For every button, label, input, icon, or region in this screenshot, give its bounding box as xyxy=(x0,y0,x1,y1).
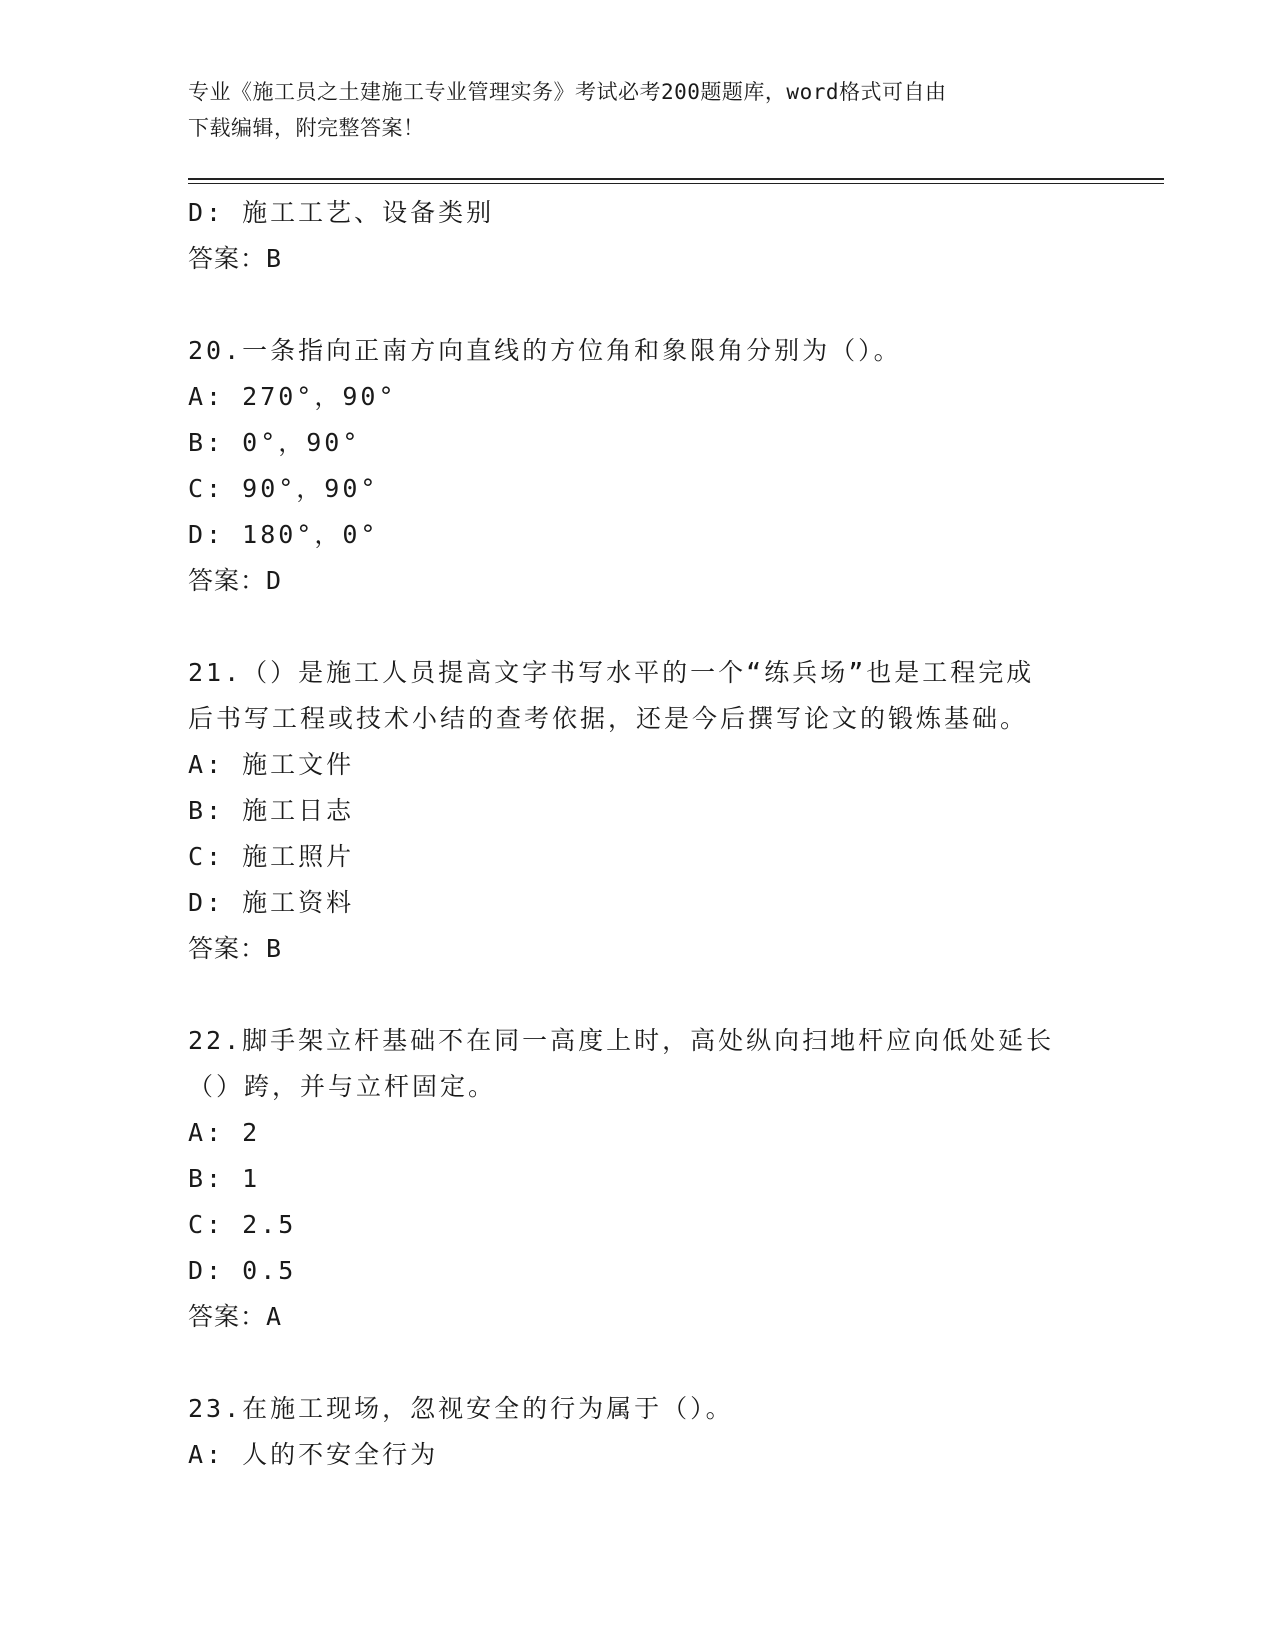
prev-answer: 答案：B xyxy=(188,244,283,273)
q22-option-d: D: 0.5 xyxy=(188,1256,297,1285)
q20-option-a: A: 270°，90° xyxy=(188,382,397,411)
q20-option-b: B: 0°，90° xyxy=(188,428,361,457)
q22-answer: 答案：A xyxy=(188,1302,283,1331)
q23-option-a: A: 人的不安全行为 xyxy=(188,1440,439,1469)
header-rule-thin xyxy=(188,183,1164,184)
question-content xyxy=(188,190,1088,1478)
q20-answer: 答案：D xyxy=(188,566,283,595)
q20-option-c: C: 90°，90° xyxy=(188,474,379,503)
spacer xyxy=(188,1340,1088,1386)
q21-option-d: D: 施工资料 xyxy=(188,888,355,917)
header-rule-thick xyxy=(188,178,1164,180)
q21-option-c: C: 施工照片 xyxy=(188,842,355,871)
q21-stem-line-1: 21.（）是施工人员提高文字书写水平的一个“练兵场”也是工程完成 xyxy=(188,658,1035,687)
q22-option-b: B: 1 xyxy=(188,1164,261,1193)
q21-answer: 答案：B xyxy=(188,934,283,963)
q20-stem: 20.一条指向正南方向直线的方位角和象限角分别为（）。 xyxy=(188,336,902,365)
q20-option-d: D: 180°，0° xyxy=(188,520,379,549)
q22-option-a: A: 2 xyxy=(188,1118,261,1147)
header-line-2: 下载编辑，附完整答案！ xyxy=(188,116,425,140)
header-line-1: 专业《施工员之土建施工专业管理实务》考试必考200题题库，word格式可自由 xyxy=(188,80,947,104)
spacer xyxy=(188,604,1088,650)
q22-option-c: C: 2.5 xyxy=(188,1210,297,1239)
header-note xyxy=(188,74,1088,146)
spacer xyxy=(188,282,1088,328)
prev-option-d: D: 施工工艺、设备类别 xyxy=(188,198,495,227)
q21-stem-line-2: 后书写工程或技术小结的查考依据，还是今后撰写论文的锻炼基础。 xyxy=(188,704,1029,733)
q23-stem: 23.在施工现场，忽视安全的行为属于（）。 xyxy=(188,1394,734,1423)
spacer xyxy=(188,972,1088,1018)
q21-option-a: A: 施工文件 xyxy=(188,750,355,779)
q21-option-b: B: 施工日志 xyxy=(188,796,355,825)
q22-stem-line-2: （）跨，并与立杆固定。 xyxy=(188,1072,497,1101)
q22-stem-line-1: 22.脚手架立杆基础不在同一高度上时，高处纵向扫地杆应向低处延长 xyxy=(188,1026,1055,1055)
